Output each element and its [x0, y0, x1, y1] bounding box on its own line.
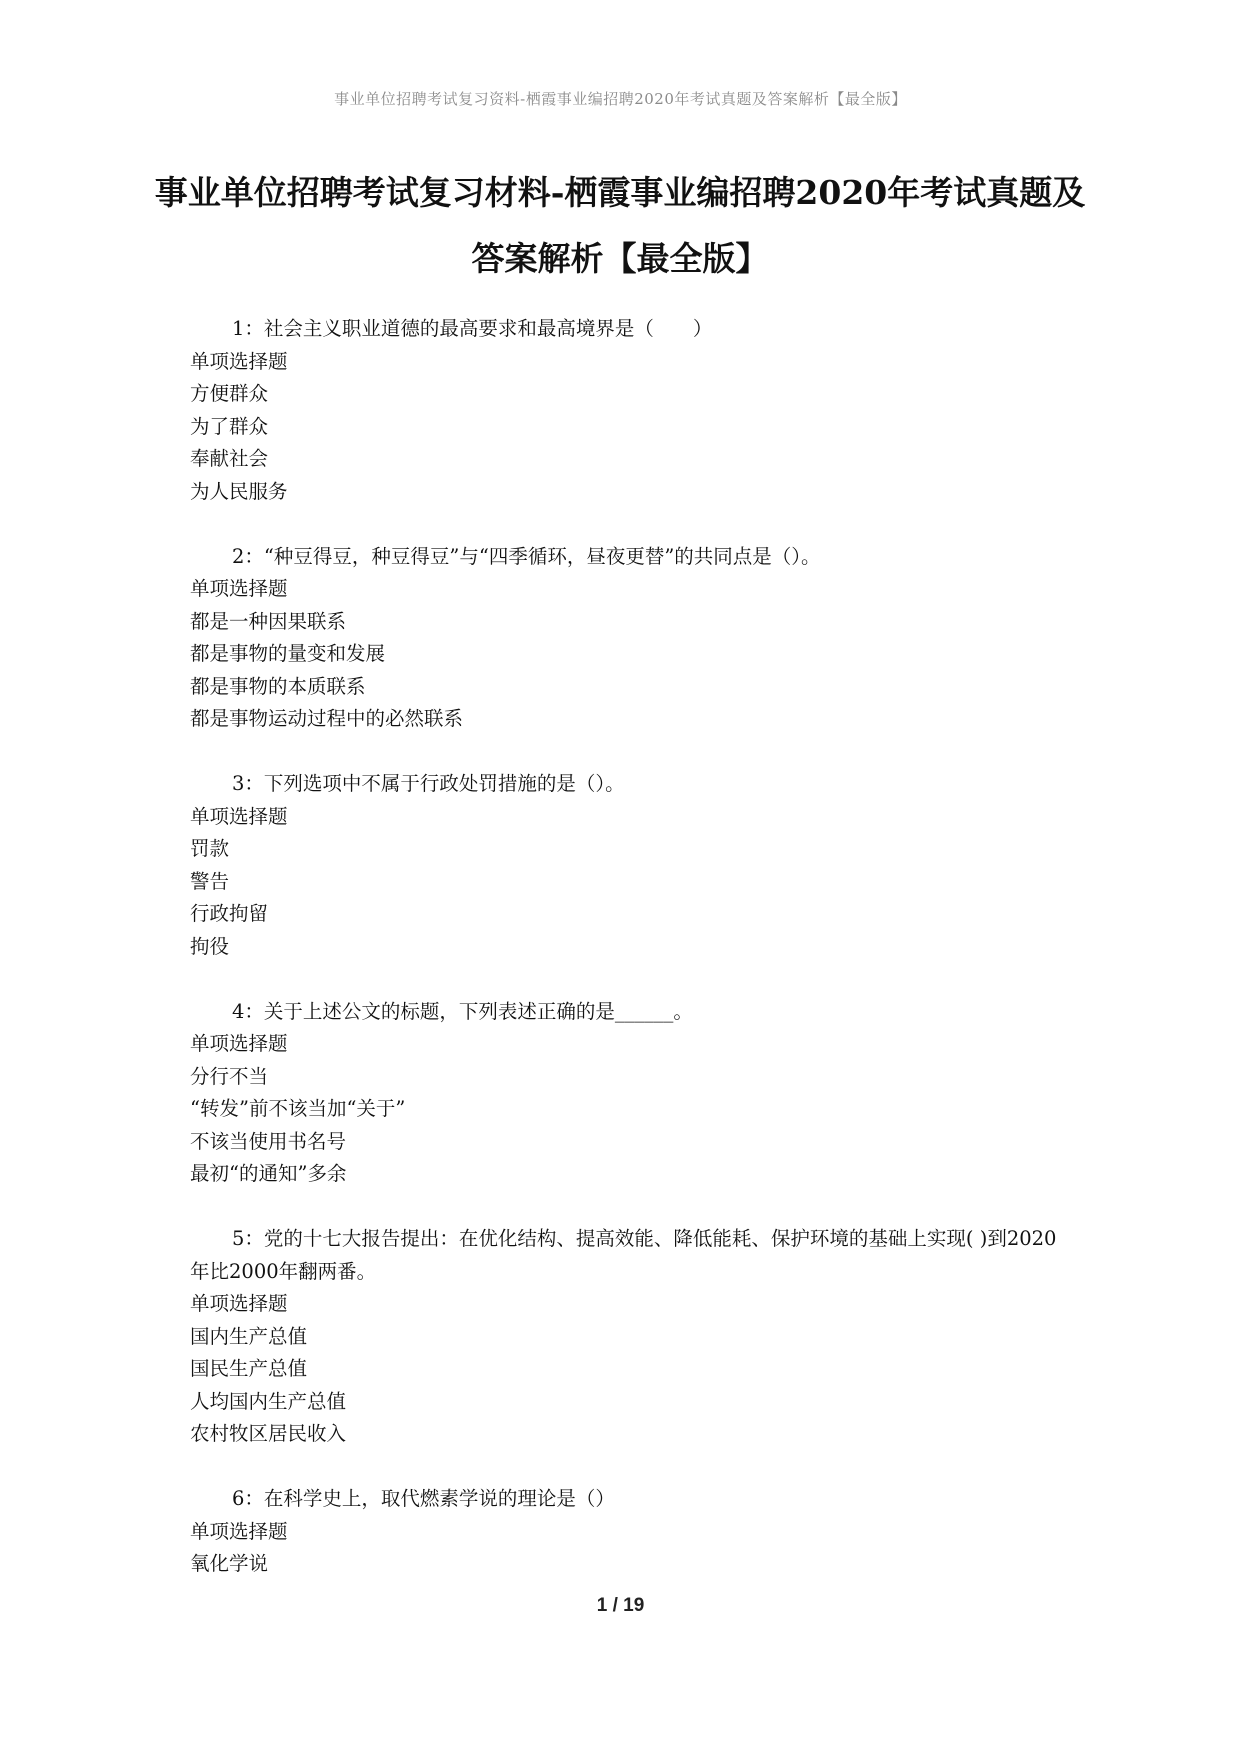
question-stem: 5：党的十七大报告提出：在优化结构、提高效能、降低能耗、保护环境的基础上实现( )到2020年比2000年翻两番。 — [190, 1227, 1057, 1283]
answer-option: 都是事物的本质联系 — [190, 674, 366, 698]
answer-option: “转发”前不该当加“关于” — [190, 1097, 406, 1120]
answer-option: 奉献社会 — [190, 447, 269, 470]
answer-option: 都是事物运动过程中的必然联系 — [190, 707, 464, 730]
answer-option: 方便群众 — [190, 382, 269, 405]
question-stem: 6：在科学史上，取代燃素学说的理论是（） — [232, 1487, 615, 1510]
question-6 — [190, 1483, 1070, 1581]
answer-option: 氧化学说 — [190, 1552, 269, 1575]
question-stem: 1：社会主义职业道德的最高要求和最高境界是（ ） — [232, 317, 713, 340]
answer-option: 行政拘留 — [190, 902, 269, 925]
answer-option: 国民生产总值 — [190, 1357, 308, 1380]
running-header: 事业单位招聘考试复习资料-栖霞事业编招聘2020年考试真题及答案解析【最全版】 — [334, 90, 907, 108]
question-list — [190, 313, 1070, 1613]
question-1 — [190, 313, 1070, 508]
question-3 — [190, 768, 1070, 963]
answer-option: 都是事物的量变和发展 — [190, 642, 386, 665]
question-5 — [190, 1223, 1070, 1451]
answer-option: 国内生产总值 — [190, 1324, 308, 1348]
answer-option: 为了群众 — [190, 414, 269, 438]
question-type: 单项选择题 — [190, 804, 288, 828]
question-stem: 4：关于上述公文的标题，下列表述正确的是______。 — [232, 999, 693, 1023]
answer-option: 最初“的通知”多余 — [190, 1162, 347, 1185]
question-stem: 2：“种豆得豆，种豆得豆”与“四季循环，昼夜更替”的共同点是（）。 — [232, 544, 821, 568]
question-4 — [190, 996, 1070, 1191]
question-type: 单项选择题 — [190, 1292, 288, 1315]
answer-option: 警告 — [190, 869, 230, 893]
page-number: 1 / 19 — [596, 1595, 645, 1616]
question-type: 单项选择题 — [190, 1032, 288, 1055]
answer-option: 不该当使用书名号 — [190, 1129, 347, 1153]
question-type: 单项选择题 — [190, 1519, 288, 1543]
answer-option: 都是一种因果联系 — [190, 609, 347, 633]
document-title: 事业单位招聘考试复习材料-栖霞事业编招聘2020年考试真题及答案解析【最全版】 — [154, 173, 1086, 278]
answer-option: 分行不当 — [190, 1064, 269, 1088]
answer-option: 拘役 — [190, 934, 230, 958]
answer-option: 人均国内生产总值 — [190, 1389, 347, 1413]
question-stem: 3：下列选项中不属于行政处罚措施的是（）。 — [232, 772, 625, 795]
answer-option: 为人民服务 — [190, 479, 288, 503]
question-2 — [190, 541, 1070, 736]
answer-option: 农村牧区居民收入 — [190, 1422, 347, 1445]
answer-option: 罚款 — [190, 837, 230, 860]
question-type: 单项选择题 — [190, 577, 288, 600]
question-type: 单项选择题 — [190, 349, 288, 373]
